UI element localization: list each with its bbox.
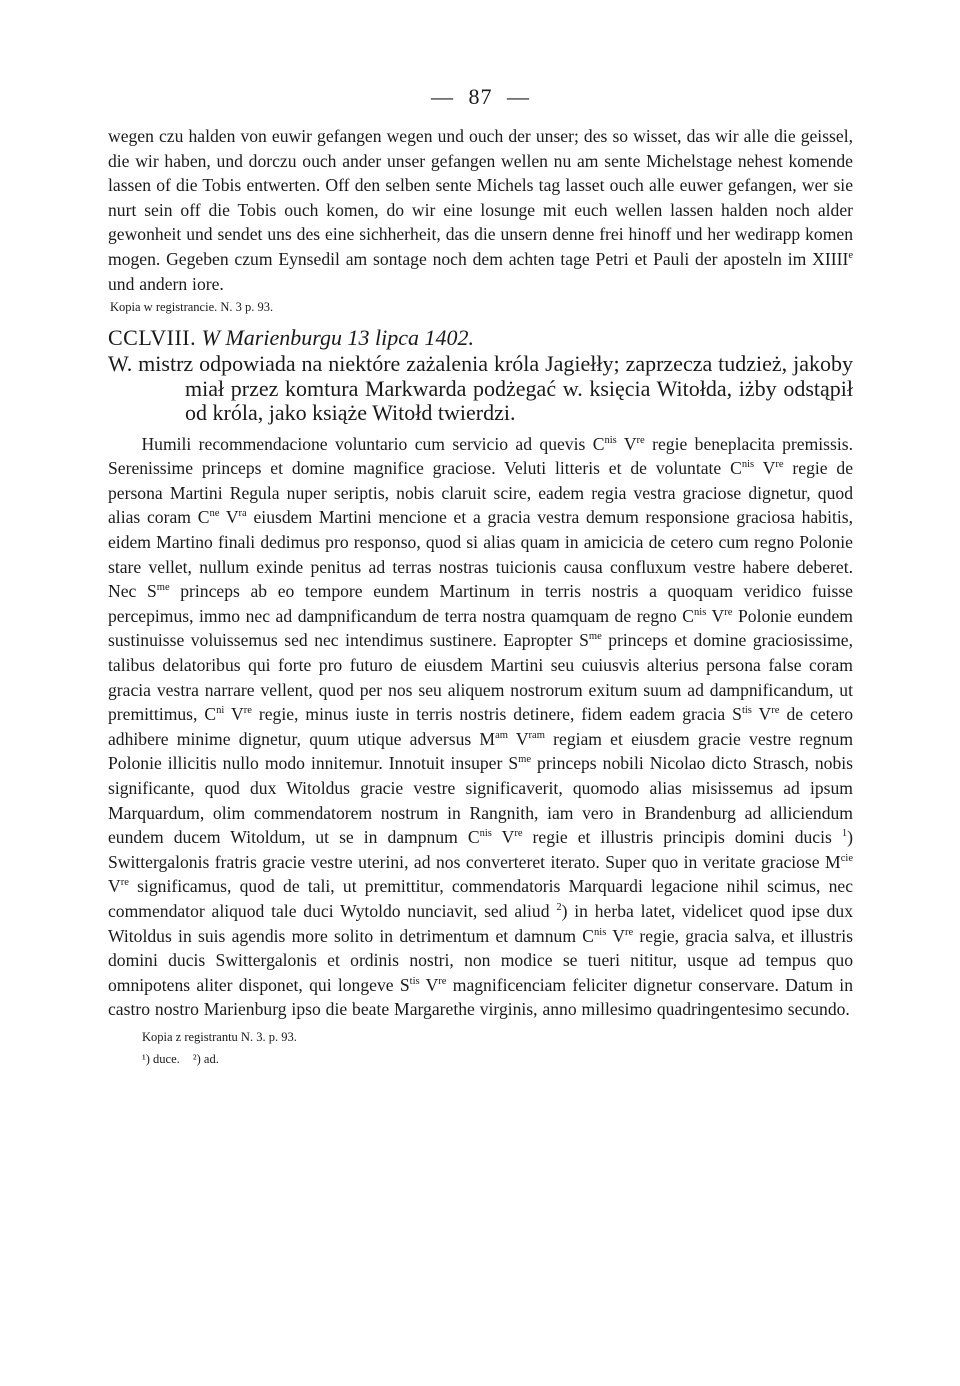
body-text-segment: significamus, quod de tali, ut premittitur, commendatoris Marquardi legacione nihil scimus, nec commendator aliquod tale duci Wytoldo nunciavit, sed aliud [108,876,853,921]
footnote-1: ¹) duce. [142,1051,180,1066]
body-superscript: re [636,434,645,446]
body-superscript: nis [479,828,492,840]
body-superscript: tis [741,705,752,717]
previous-document-text-end: und andern iore. [108,273,224,294]
body-superscript: re [724,606,733,618]
body-superscript: ra [238,508,247,520]
body-text-segment: V [224,704,244,725]
body-text-segment: regie, minus iuste in terris nostris detinere, fidem eadem gracia S [251,704,742,725]
body-text-segment: princeps ab eo tempore eundem Martinum in terris nostris a quoquam veridico fuisse percepimus, immo nec ad dampnificandum de terra nostra quamquam de regno C [108,581,853,626]
body-text-segment: V [491,827,515,848]
document-number: CCLVIII. [108,325,197,351]
body-superscript: me [588,631,602,643]
body-text-segment: magnificenciam feliciter dignetur conservare. Datum in castro nostro Marienburg ipso die beate Margarethe virginis, anno millesimo quadringentesimo secundo. [108,974,853,1020]
body-text-segment: eiusdem Martini mencione et a gracia vestra demum responsione graciosa habitis, eidem Martino finali dedimus pro responso, quod si alias quam in amicicia de cetero cum regno Polonie stare vellet, nullum exinde penitus ad terras nostras tuicionis causa confluxum vestre habere deberet. Nec S [108,507,853,602]
body-superscript: re [624,926,634,938]
document-place-date: W Marienburgu 13 lipca 1402. [201,325,474,351]
body-superscript: nis [604,434,617,446]
previous-document-text: wegen czu halden von euwir gefangen wegen und ouch der unser; des so wisset, das wir alle die geissel, die wir haben, und dorczu ouch ander unser gefangen wellen nu am sente Michelstage nehest komende lassen of die Tobis entwerten. Off den selben sente Michels tag lasset ouch alle euwer gefangen, wer sie nurt sein off die Tobis ouch komen, do wir eine losunge mit euch wellen lassen halden noch alder gewonheit und sendet uns des eine sichherheit, das die unsern denne frei hinoff und her wedirapp komen mogen. Gegeben czum Eynsedil am sontage noch dem achten tage Petri et Pauli der aposteln im XIIII [108,126,853,269]
body-text-segment: regie de persona Martini Regula nuper seriptis, nobis claruit scire, eadem regia vestra graciose dignetur, quod alias coram C [108,458,853,528]
previous-document-source: Kopia w registrancie. N. 3 p. 93. [110,300,274,315]
body-text-segment: regiam et eiusdem gracie vestre regnum Polonie illicitis nullo modo innitemur. Innotuit insuper S [108,728,854,774]
body-superscript: 1 [841,828,848,840]
body-text-segment: ) Swittergalonis fratris gracie vestre uterini, ad nos converteret iterato. Super quo in veritate graciose M [108,827,853,872]
body-superscript: re [120,877,129,889]
body-superscript: cie [840,852,853,864]
document-heading [108,324,853,352]
body-text-segment: V [219,507,239,528]
document-body [108,432,853,1022]
body-text-segment: regie beneplacita premissis. Serenissime princeps et domine magnifice graciose. Veluti litteris et de voluntate C [108,433,853,479]
body-text-segment: V [616,433,637,454]
body-text-segment: V [419,974,439,995]
body-superscript: re [243,705,252,717]
previous-document-tail [108,124,853,296]
body-text-segment: de cetero adhibere minime dignetur, quum utique adversus M [108,704,853,749]
body-text-segment: princeps et domine graciosissime, talibus delatoribus qui forte pro futuro de eiusdem Martini seu cuiusvis alterius persona false coram gracia vestra narrare vellent, quod per nos seu aliquem nostrorum exitum suum ad dampnificandum, ut premittimus, C [108,630,853,725]
body-text-segment: regie, gracia salva, et illustris domini ducis Swittergalonis et ordinis nostri, non modice se tueri nititur, usque ad tempus quo omnipotens aliter disponet, qui longeve S [108,925,854,995]
body-superscript: ni [216,705,225,717]
body-superscript: me [518,754,532,766]
body-superscript: am [495,729,508,741]
body-superscript: nis [741,459,755,471]
body-text-segment: ) in herba latet, videlicet quod ipse dux Witoldus in suis agendis more solito in detrimentum et damnum C [108,900,853,946]
footnote-2: ²) ad. [192,1051,219,1066]
document-source: Kopia z registrantu N. 3. p. 93. [142,1029,297,1044]
body-text-segment: Humili recommendacione voluntario cum servicio ad quevis C [141,433,605,454]
body-text-segment: V [706,605,725,626]
body-superscript: ne [209,508,220,520]
document-summary: W. mistrz odpowiada na niektóre zażalenia króla Jagiełły; zaprzecza tudzież, jakoby miał przez komtura Markwarda podżegać w. księcia Witołda, iżby odstąpił od króla, jako książe Witołd twierdzi. [108,351,853,426]
previous-document-superscript: e [848,250,853,262]
body-text-segment: V [751,704,772,725]
footnotes [108,1050,853,1068]
body-superscript: re [771,705,780,717]
page-number-value: 87 [468,84,493,109]
body-text-segment: regie et illustris principis domini ducis [522,827,842,848]
body-superscript: tis [409,975,420,987]
body-superscript: 2 [556,902,562,914]
body-superscript: nis [694,606,707,618]
page-number-dash-left: — [431,84,454,109]
body-text-segment: V [754,458,776,479]
page-number-dash-right: — [507,84,530,109]
body-superscript: re [775,459,784,471]
body-superscript: ram [528,729,545,741]
body-text-segment: V [108,876,121,897]
body-text-segment: Polonie eundem sustinuisse voluissemus sed nec intendimus sustinere. Eapropter S [108,605,853,651]
body-superscript: re [514,828,523,840]
body-superscript: me [156,582,170,594]
document-page [108,84,853,1068]
body-superscript: re [438,975,447,987]
body-superscript: nis [594,926,607,938]
page-number [108,84,853,110]
body-text-segment: V [507,728,529,749]
body-text-segment: V [606,925,625,946]
body-text-segment: princeps nobili Nicolao dicto Strasch, nobis significante, quod dux Witoldus gracie vestre significaverit, quomodo alias misissemus ad ipsum Marquardum, olim commendatorem nostrum in Rangnith, iam vero in Brandenburg ad alliciendum eundem ducem Witoldum, ut se in dampnum C [108,753,853,848]
